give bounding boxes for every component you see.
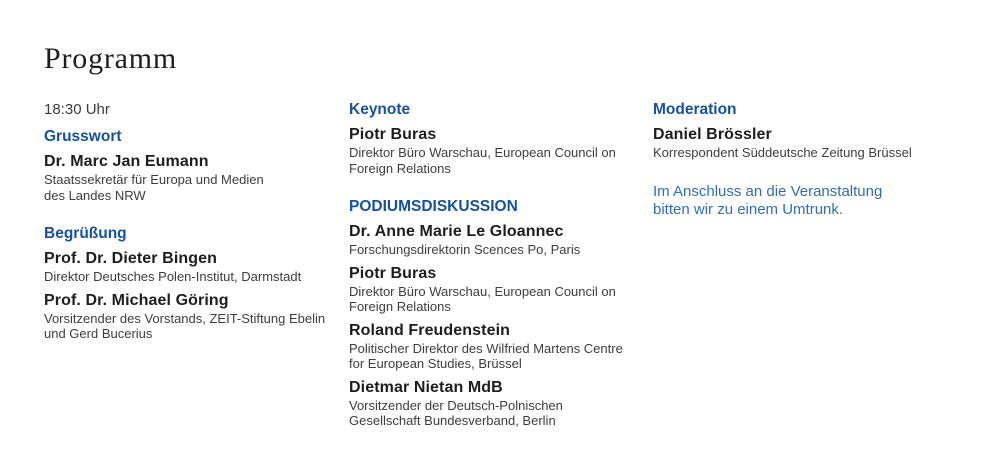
- speaker-name: Piotr Buras: [349, 264, 437, 282]
- section-moderation: [653, 101, 953, 161]
- speaker: [44, 153, 336, 203]
- speaker-role: [44, 172, 336, 203]
- section-heading: Keynote: [349, 101, 411, 118]
- speaker-role: [349, 341, 637, 372]
- section-keynote: [349, 101, 637, 176]
- section-heading: PODIUMSDISKUSSION: [349, 198, 518, 215]
- speaker-name: Dietmar Nietan MdB: [349, 378, 503, 396]
- speaker-name: Roland Freudenstein: [349, 321, 511, 339]
- section-podiumsdiskussion: [349, 198, 637, 429]
- speaker-role: [653, 145, 953, 161]
- note-line: bitten wir zu einem Umtrunk.: [653, 200, 844, 218]
- role-line: for European Studies, Brüssel: [349, 356, 522, 371]
- speaker-name: Dr. Marc Jan Eumann: [44, 153, 209, 170]
- speaker: [349, 265, 637, 315]
- speaker-role: [349, 284, 637, 315]
- speaker: [349, 322, 637, 372]
- page-title: Programm: [44, 42, 178, 75]
- section-heading: Moderation: [653, 101, 737, 118]
- speaker-role: [349, 145, 637, 176]
- role-line: Staatssekretär für Europa und Medien: [44, 172, 264, 187]
- speaker-name: Prof. Dr. Dieter Bingen: [44, 250, 217, 267]
- speaker: [653, 126, 953, 161]
- speaker-name: Daniel Brössler: [653, 126, 772, 143]
- section-begruessung: [44, 225, 336, 342]
- section-heading: Begrüßung: [44, 225, 127, 242]
- role-line: Foreign Relations: [349, 299, 451, 314]
- role-line: Forschungsdirektorin Scences Po, Paris: [349, 242, 581, 257]
- speaker: [349, 379, 637, 429]
- section-heading: Grusswort: [44, 128, 122, 145]
- role-line: und Gerd Bucerius: [44, 326, 153, 341]
- section-grusswort: [44, 128, 336, 203]
- speaker: [349, 223, 637, 258]
- role-line: Politischer Direktor des Wilfried Martens Centre: [349, 340, 623, 356]
- speaker-role: [349, 398, 637, 429]
- role-line: Vorsitzender des Vorstands, ZEIT-Stiftung Ebelin: [44, 310, 326, 326]
- role-line: Gesellschaft Bundesverband, Berlin: [349, 413, 556, 428]
- role-line: Direktor Büro Warschau, European Council on: [349, 283, 616, 299]
- role-line: Direktor Büro Warschau, European Council on: [349, 145, 616, 160]
- speaker: [349, 126, 637, 176]
- speaker-role: [349, 242, 637, 258]
- speaker-role: [44, 269, 336, 285]
- role-line: des Landes NRW: [44, 187, 146, 203]
- closing-note: [653, 183, 953, 219]
- speaker: [44, 292, 336, 342]
- time-slot: 18:30 Uhr: [44, 101, 110, 118]
- note-line: Im Anschluss an die Veranstaltung: [653, 182, 883, 200]
- role-line: Vorsitzender der Deutsch-Polnischen: [349, 397, 563, 413]
- speaker: [44, 250, 336, 285]
- role-line: Korrespondent Süddeutsche Zeitung Brüssel: [653, 145, 912, 160]
- speaker-name: Dr. Anne Marie Le Gloannec: [349, 223, 564, 240]
- column-right: [653, 101, 953, 219]
- column-middle: [349, 101, 637, 429]
- role-line: Foreign Relations: [349, 160, 451, 176]
- role-line: Direktor Deutsches Polen-Institut, Darmstadt: [44, 269, 302, 284]
- speaker-name: Piotr Buras: [349, 126, 437, 143]
- speaker-role: [44, 311, 336, 342]
- speaker-name: Prof. Dr. Michael Göring: [44, 291, 229, 309]
- column-left: [44, 101, 336, 342]
